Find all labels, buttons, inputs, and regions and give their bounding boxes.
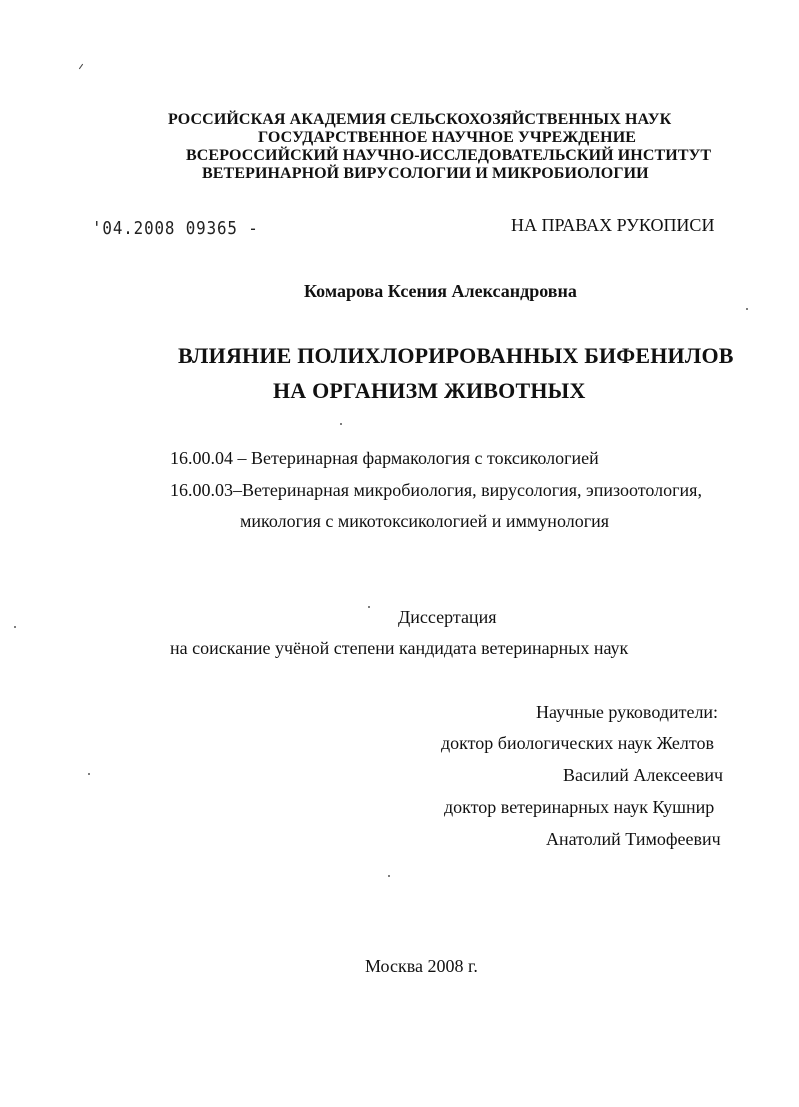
scan-mark xyxy=(79,64,83,69)
scan-speck xyxy=(340,423,342,425)
manuscript-notice: НА ПРАВАХ РУКОПИСИ xyxy=(511,215,715,235)
specialty-line-2: 16.00.03–Ветеринарная микробиология, вирусология, эпизоотология, xyxy=(170,480,702,500)
specialty-line-3: микология с микотоксикологией и иммунология xyxy=(240,511,609,531)
scan-speck xyxy=(746,308,748,310)
scan-speck xyxy=(368,606,370,608)
supervisor-line-2: Василий Алексеевич xyxy=(563,765,724,785)
degree-statement: на соискание учёной степени кандидата ветеринарных наук xyxy=(170,638,629,658)
dissertation-title-line-2: НА ОРГАНИЗМ ЖИВОТНЫХ xyxy=(273,378,586,403)
dissertation-label: Диссертация xyxy=(398,607,497,627)
dissertation-title-line-1: ВЛИЯНИЕ ПОЛИХЛОРИРОВАННЫХ БИФЕНИЛОВ xyxy=(178,343,734,368)
city-and-year: Москва 2008 г. xyxy=(365,956,478,976)
supervisor-line-3: доктор ветеринарных наук Кушнир xyxy=(444,797,715,817)
institution-line-2: ГОСУДАРСТВЕННОЕ НАУЧНОЕ УЧРЕЖДЕНИЕ xyxy=(258,129,637,146)
specialty-line-1: 16.00.04 – Ветеринарная фармакология с токсикологией xyxy=(170,448,599,468)
institution-line-1: РОССИЙСКАЯ АКАДЕМИЯ СЕЛЬСКОХОЗЯЙСТВЕННЫХ НАУК xyxy=(168,111,672,128)
scan-speck xyxy=(388,875,390,877)
supervisor-line-1: доктор биологических наук Желтов xyxy=(441,733,714,753)
institution-line-4: ВЕТЕРИНАРНОЙ ВИРУСОЛОГИИ И МИКРОБИОЛОГИИ xyxy=(202,165,649,182)
supervisors-heading: Научные руководители: xyxy=(536,702,719,722)
scan-speck xyxy=(14,626,16,628)
scan-speck xyxy=(88,773,90,775)
archive-stamp-number: '04.2008 09365 - xyxy=(92,218,259,239)
author-name: Комарова Ксения Александровна xyxy=(304,281,577,301)
supervisor-line-4: Анатолий Тимофеевич xyxy=(546,829,721,849)
institution-line-3: ВСЕРОССИЙСКИЙ НАУЧНО-ИССЛЕДОВАТЕЛЬСКИЙ ИНСТИТУТ xyxy=(186,147,712,164)
